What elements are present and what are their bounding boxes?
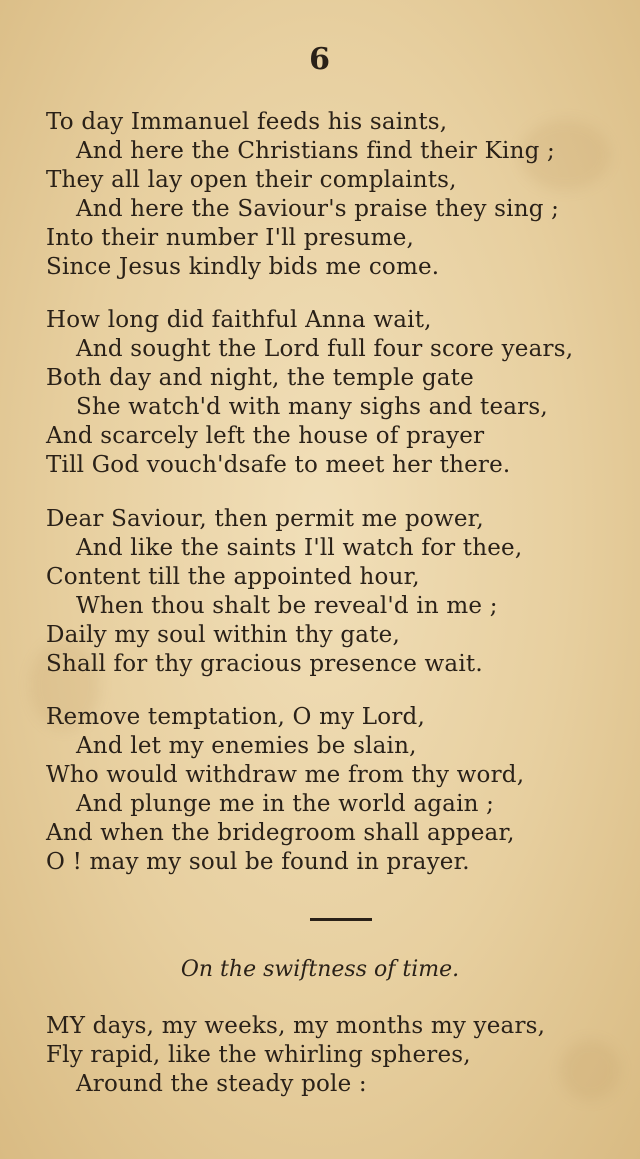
poem-line: Shall for thy gracious presence wait.: [46, 651, 483, 677]
poem-line: And plunge me in the world again ;: [76, 791, 495, 817]
poem-line: Who would withdraw me from thy word,: [46, 762, 525, 788]
poem-line: And like the saints I'll watch for thee,: [76, 535, 523, 561]
stanza-3: [46, 505, 626, 679]
poem-line: Content till the appointed hour,: [46, 564, 420, 590]
poem-line: When thou shalt be reveal'd in me ;: [76, 593, 498, 619]
poem-line: Daily my soul within thy gate,: [46, 622, 400, 648]
stanza-2: [46, 306, 626, 480]
poem-line: And let my enemies be slain,: [76, 733, 417, 759]
poem-line: And sought the Lord full four score years,: [76, 336, 574, 362]
poem-line: They all lay open their complaints,: [46, 167, 457, 193]
poem-title: On the swiftness of time.: [180, 957, 460, 982]
poem-line: To day Immanuel feeds his saints,: [46, 109, 448, 135]
poem-line: And here the Saviour's praise they sing ;: [76, 196, 560, 222]
poem-line: Remove temptation, O my Lord,: [46, 704, 425, 730]
poem-line: And scarcely left the house of prayer: [46, 423, 485, 449]
poem-line: O ! may my soul be found in prayer.: [46, 849, 470, 875]
poem-line: She watch'd with many sighs and tears,: [76, 394, 548, 420]
poem-line: Both day and night, the temple gate: [46, 365, 474, 391]
poem-line: And when the bridegroom shall appear,: [46, 820, 515, 846]
section-divider: [310, 918, 372, 921]
poem-line: Till God vouch'dsafe to meet her there.: [46, 452, 511, 478]
poem-line: Around the steady pole :: [76, 1071, 367, 1097]
poem-line: Dear Saviour, then permit me power,: [46, 506, 484, 532]
poem-line: MY days, my weeks, my months my years,: [46, 1013, 546, 1039]
poem-line: How long did faithful Anna wait,: [46, 307, 432, 333]
poem-line: Since Jesus kindly bids me come.: [46, 254, 440, 280]
poem-line: Into their number I'll presume,: [46, 225, 415, 251]
stanza-4: [46, 703, 626, 877]
stanza-1: [46, 108, 626, 282]
page-number: 6: [309, 42, 331, 77]
poem-line: And here the Christians find their King ;: [76, 138, 555, 164]
poem-line: Fly rapid, like the whirling spheres,: [46, 1042, 471, 1068]
stanza-new-poem: [46, 1012, 626, 1099]
